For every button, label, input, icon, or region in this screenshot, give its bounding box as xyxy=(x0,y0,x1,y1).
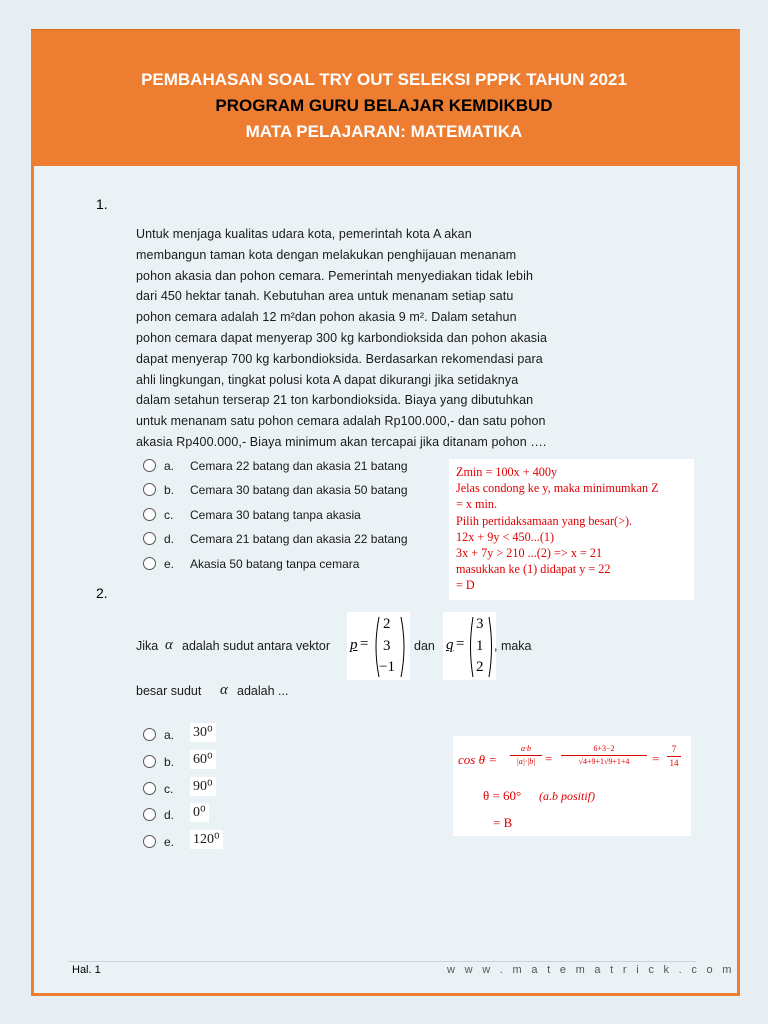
header-banner xyxy=(31,29,737,166)
cos-theta: cos θ = xyxy=(458,752,497,767)
radio-button[interactable] xyxy=(143,808,156,821)
question-1-line: Untuk menjaga kualitas udara kota, pemerintah kota A akan xyxy=(136,227,472,241)
header-title: PEMBAHASAN SOAL TRY OUT SELEKSI PPPK TAHUN 2021 xyxy=(141,70,627,89)
option-text: Cemara 30 batang tanpa akasia xyxy=(190,508,361,522)
option-letter: c. xyxy=(164,508,174,522)
radio-button[interactable] xyxy=(143,835,156,848)
option-text: Cemara 21 batang dan akasia 22 batang xyxy=(190,532,408,546)
vector-q-entry: 2 xyxy=(476,659,484,675)
option-text: 60⁰ xyxy=(190,750,216,769)
header-subtitle: PROGRAM GURU BELAJAR KEMDIKBUD xyxy=(215,96,553,115)
fraction-bar xyxy=(510,755,542,756)
vector-q xyxy=(443,612,496,680)
option-letter: a. xyxy=(164,459,175,473)
question-1-line: pohon akasia dan pohon cemara. Pemerintah menyediakan tidak lebih xyxy=(136,268,534,283)
radio-button[interactable] xyxy=(143,508,156,521)
q1-solution-note xyxy=(449,459,694,600)
fraction-denominator: 14 xyxy=(669,758,679,768)
q2-text-mid: adalah sudut antara vektor xyxy=(182,639,331,653)
option-letter: e. xyxy=(164,835,175,849)
equals-sign: = xyxy=(456,636,465,652)
option-letter: c. xyxy=(164,782,174,796)
solution-line: Zmin = 100x + 400y xyxy=(456,465,558,479)
option-text: Cemara 30 batang dan akasia 50 batang xyxy=(190,483,408,497)
page-number: Hal. 1 xyxy=(72,964,101,976)
question-1-line: untuk menanam satu pohon cemara adalah Rp100.000,- dan satu pohon xyxy=(136,414,546,429)
fraction-numerator: a·b xyxy=(521,744,531,753)
fraction-bar xyxy=(561,755,647,756)
option-letter: d. xyxy=(164,808,175,822)
alpha-symbol: α xyxy=(165,637,173,653)
radio-button[interactable] xyxy=(143,483,156,496)
q2-text-jika: Jika xyxy=(136,639,159,653)
radio-button[interactable] xyxy=(143,728,156,741)
vector-p-entry: −1 xyxy=(379,659,395,675)
option-letter: e. xyxy=(164,557,175,571)
equals-sign: = xyxy=(545,751,553,766)
option-text: 0⁰ xyxy=(190,803,209,822)
alpha-symbol: α xyxy=(220,682,228,698)
solution-line: masukkan ke (1) didapat y = 22 xyxy=(456,562,611,577)
website-link[interactable]: w w w . m a t e m a t r i c k . c o m xyxy=(447,964,735,976)
vector-q-entry: 1 xyxy=(476,638,484,654)
solution-line: = D xyxy=(456,578,475,593)
question-1-line: akasia Rp400.000,- Biaya minimum akan tercapai jika ditanam pohon …. xyxy=(136,434,547,449)
question-1-line: pohon cemara dapat menyerap 300 kg karbondioksida dan pohon akasia xyxy=(136,330,548,345)
question-1-number: 1. xyxy=(96,196,108,212)
question-1-line: membangun taman kota dengan melakukan penghijauan menanam xyxy=(136,247,517,262)
option-letter: b. xyxy=(164,755,175,769)
fraction-bar xyxy=(667,756,681,757)
question-1-line: dari 450 hektar tanah. Kebutuhan area untuk menanam setiap satu xyxy=(136,289,514,304)
fraction-numerator: 6+3−2 xyxy=(593,744,615,753)
question-1-line: dalam setahun terserap 21 ton karbondioksida. Biaya yang dibutuhkan xyxy=(136,393,534,408)
option-text: Cemara 22 batang dan akasia 21 batang xyxy=(190,459,408,473)
fraction-numerator: 7 xyxy=(671,744,677,754)
solution-line: 12x + 9y < 450...(1) xyxy=(456,529,555,544)
equals-sign: = xyxy=(652,751,660,766)
question-1-line: ahli lingkungan, tingkat polusi kota A dapat dikurangi jika setidaknya xyxy=(136,372,519,387)
radio-button[interactable] xyxy=(143,532,156,545)
vector-p-label: p xyxy=(350,637,358,653)
solution-line: Pilih pertidaksamaan yang besar(>). xyxy=(456,513,633,528)
radio-button[interactable] xyxy=(143,755,156,768)
vector-p-entry: 3 xyxy=(383,638,391,654)
question-1-line: dapat menyerap 700 kg karbondioksida. Berdasarkan rekomendasi para xyxy=(136,351,543,366)
question-1-text xyxy=(136,224,576,453)
vector-p-entry: 2 xyxy=(383,616,391,632)
radio-button[interactable] xyxy=(143,459,156,472)
option-text: Akasia 50 batang tanpa cemara xyxy=(190,557,360,571)
q2-text-adalah: adalah ... xyxy=(237,684,289,698)
footer-divider xyxy=(68,961,696,962)
option-text: 90⁰ xyxy=(190,777,216,796)
question-2-number: 2. xyxy=(96,585,108,601)
vector-q-label: q xyxy=(446,637,454,653)
q2-text-besar: besar sudut xyxy=(136,684,202,698)
option-text: 30⁰ xyxy=(190,723,216,742)
vector-q-entry: 3 xyxy=(476,616,484,632)
answer-b: = B xyxy=(493,815,513,830)
theta-note: (a.b positif) xyxy=(539,789,595,803)
q2-solution-note xyxy=(453,736,691,836)
option-letter: a. xyxy=(164,728,175,742)
option-letter: d. xyxy=(164,532,175,546)
theta-result: θ = 60° xyxy=(483,788,522,803)
q2-text-maka: , maka xyxy=(494,639,532,653)
header-subject: MATA PELAJARAN: MATEMATIKA xyxy=(245,122,523,141)
radio-button[interactable] xyxy=(143,557,156,570)
equals-sign: = xyxy=(360,636,369,652)
vector-p xyxy=(347,612,410,680)
solution-line: = x min. xyxy=(456,497,498,512)
solution-line: 3x + 7y > 210 ...(2) => x = 21 xyxy=(456,546,603,561)
fraction-denominator: |a|·|b| xyxy=(516,757,536,766)
fraction-denominator: √4+9+1√9+1+4 xyxy=(578,757,630,766)
option-letter: b. xyxy=(164,483,175,497)
option-text: 120⁰ xyxy=(190,830,223,849)
question-1-line: pohon cemara adalah 12 m²dan pohon akasia 9 m². Dalam setahun xyxy=(136,310,517,325)
solution-line: Jelas condong ke y, maka minimumkan Z xyxy=(456,481,659,496)
radio-button[interactable] xyxy=(143,782,156,795)
q2-text-dan: dan xyxy=(414,639,435,653)
